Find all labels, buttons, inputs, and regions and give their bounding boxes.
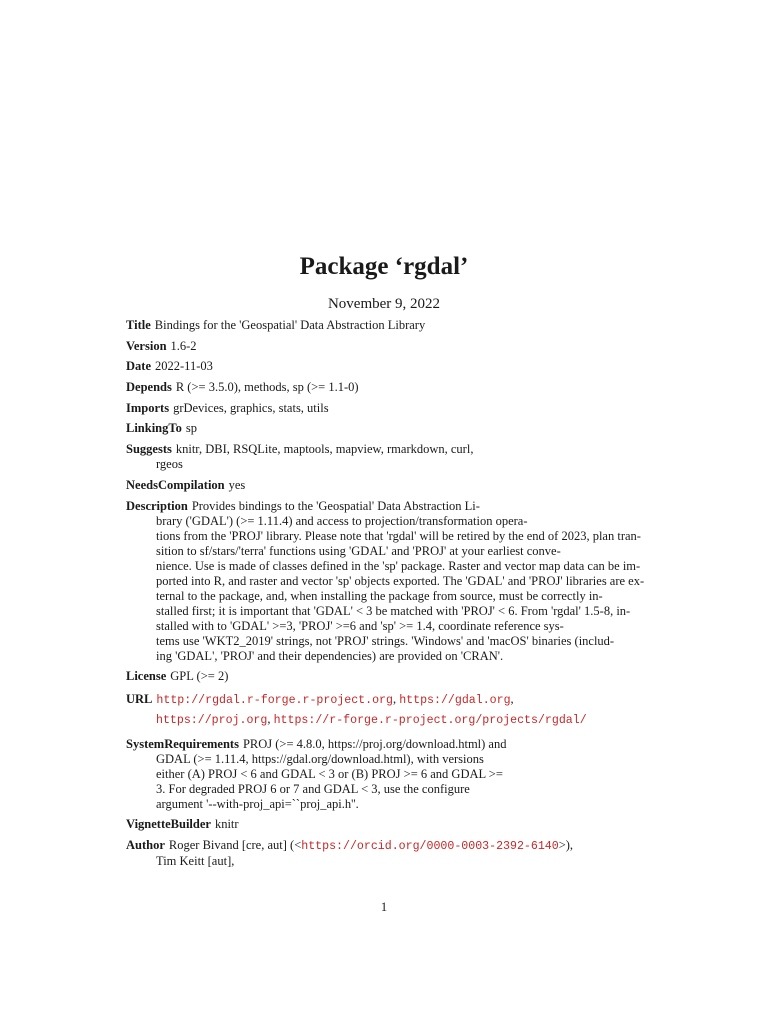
url-separator: , [510,691,514,706]
field-value: 1.6-2 [170,338,197,353]
field-value-line: knitr, DBI, RSQLite, maptools, mapview, rmarkdown, curl, [175,442,474,457]
field-date [126,359,646,374]
field-value-line: Provides bindings to the 'Geospatial' Data Abstraction Li- [191,498,480,513]
field-url [126,690,646,731]
url-link[interactable]: http://rgdal.r-forge.r-project.org [156,693,393,707]
field-value-line: 3. For degraded PROJ 6 or 7 and GDAL < 3, use the configure [156,781,470,796]
field-depends [126,380,646,395]
field-key: Author [126,837,165,852]
field-key: Title [126,318,151,332]
field-imports [126,401,646,416]
field-value-line: ported into R, and raster and vector 'sp' objects exported. The 'GDAL' and 'PROJ' libraries are ex- [156,573,645,588]
url-separator: , [267,712,271,727]
field-key: LinkingTo [126,421,182,436]
field-key: NeedsCompilation [126,477,225,492]
field-value-line: rgeos [156,457,183,472]
field-value-line: tions from the 'PROJ' library. Please note that 'rgdal' will be retired by the end of 2023, plan tran- [156,528,641,543]
page-number: 1 [380,900,388,914]
field-value: knitr [214,817,239,832]
field-value: grDevices, graphics, stats, utils [173,400,329,415]
field-value-line: nience. Use is made of classes defined in the 'sp' package. Raster and vector map data can be im- [156,558,641,573]
field-value: R (>= 3.5.0), methods, sp (>= 1.1-0) [175,380,359,395]
field-key: VignetteBuilder [126,817,211,832]
field-value-line: brary ('GDAL') (>= 1.11.4) and access to projection/transformation opera- [156,513,528,528]
field-value-line: tems use 'WKT2_2019' strings, not 'PROJ' strings. 'Windows' and 'macOS' binaries (includ- [156,633,615,648]
field-value-line: stalled first; it is important that 'GDAL' < 3 be matched with 'PROJ' < 6. From 'rgdal' 1.5-8, in- [156,603,631,618]
field-key: Depends [126,380,172,395]
author-text: Tim Keitt [aut], [156,853,235,868]
field-suggests [126,442,646,472]
field-systemrequirements [126,737,646,812]
field-value: yes [228,477,246,492]
field-value-line: GDAL (>= 1.11.4, https://gdal.org/download.html), with versions [156,751,484,766]
field-title [126,318,646,333]
field-key: URL [126,691,153,706]
package-date: November 9, 2022 [327,296,441,312]
field-author [126,838,646,869]
author-text: >), [558,837,574,852]
field-value-line: stalled with to 'GDAL' >=3, 'PROJ' >=6 and 'sp' >= 1.4, coordinate reference sys- [156,618,564,633]
field-value-line: ing 'GDAL', 'PROJ' and their dependencies) are provided on 'CRAN'. [156,648,504,663]
field-key: Description [126,498,188,513]
field-value: Bindings for the 'Geospatial' Data Abstraction Library [154,318,426,332]
field-version [126,339,646,354]
orcid-link[interactable]: https://orcid.org/0000-0003-2392-6140 [301,839,559,853]
field-value: sp [185,421,197,436]
field-needscompilation [126,478,646,493]
package-fields [126,318,646,875]
field-value: GPL (>= 2) [170,669,229,684]
field-key: License [126,669,167,684]
field-key: Imports [126,400,170,415]
url-separator: , [392,691,397,706]
url-link[interactable]: https://gdal.org [399,693,511,707]
field-linkingto [126,421,646,436]
field-key: Suggests [126,442,172,457]
field-key: Version [126,338,167,353]
field-key: Date [126,359,151,374]
url-link[interactable]: https://proj.org [156,714,268,728]
field-value-line: sition to sf/stars/'terra' functions using 'GDAL' and 'PROJ' at your earliest conve- [156,543,561,558]
url-link[interactable]: https://r-forge.r-project.org/projects/rgdal/ [273,714,587,728]
field-key: SystemRequirements [126,736,239,751]
field-description [126,499,646,664]
field-value-line: argument '--with-proj_api=``proj_api.h''. [156,796,359,811]
field-value-line: PROJ (>= 4.8.0, https://proj.org/download.html) and [242,736,507,751]
package-title: Package ‘rgdal’ [299,253,469,280]
field-vignettebuilder [126,817,646,832]
field-license [126,669,646,684]
author-text: Roger Bivand [cre, aut] (< [168,837,302,852]
field-value-line: ternal to the package, and, when installing the package from source, must be correctly in- [156,588,603,603]
field-value: 2022-11-03 [155,359,213,374]
field-value-line: either (A) PROJ < 6 and GDAL < 3 or (B) PROJ >= 6 and GDAL >= [156,766,503,781]
